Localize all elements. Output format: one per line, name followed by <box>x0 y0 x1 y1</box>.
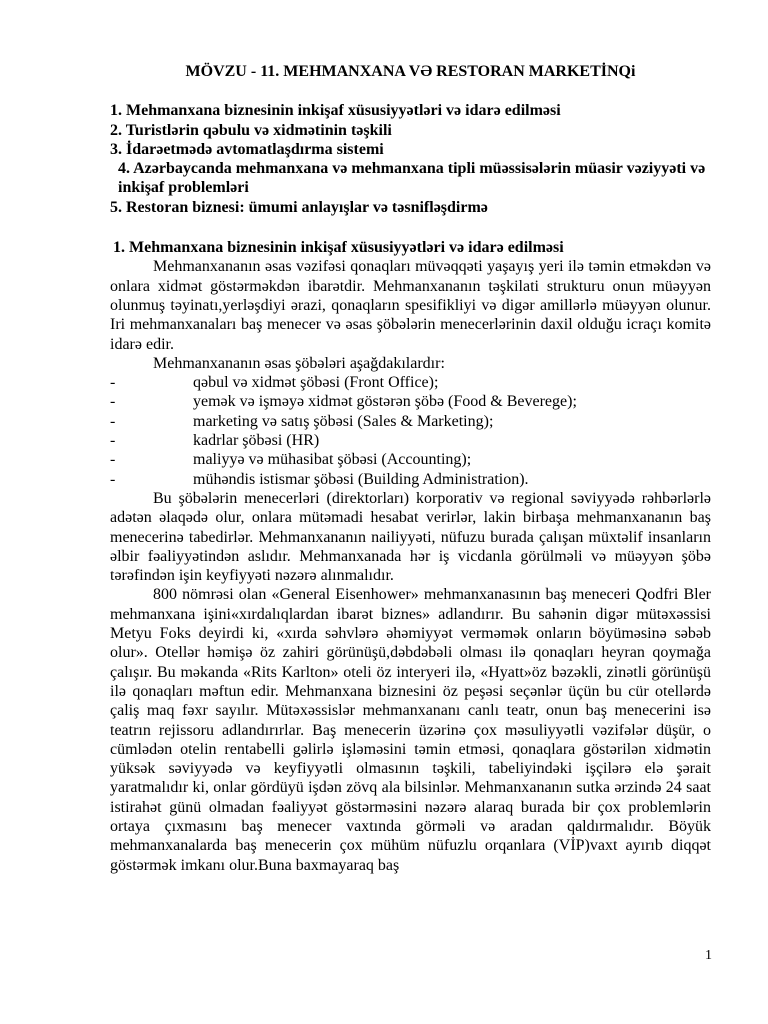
page-number: 1 <box>705 948 712 963</box>
toc-item-5: 5. Restoran biznesi: ümumi anlayışlar və təsnifləşdirmə <box>110 198 488 216</box>
document-title: MÖVZU - 11. MEHMANXANA VƏ RESTORAN MARKETİNQi <box>185 63 636 80</box>
list-dash: - <box>110 412 116 430</box>
list-dash: - <box>110 432 116 450</box>
body-paragraph: Bu şöbələrin menecerləri (direktorları) korporativ və regional səviyyədə rəhbərlərlə adətən əlaqədə olur, onlara mütəmadi hesabat verirlər, lakin birbaşa mehmanxananın baş menecerinə tabedirlər. Mehmanxananın nailiyyəti, nüfuzu burada çalışan müxtəlif insanların əlbir fəaliyyətindən aslıdır. Mehmanxanada hər iş vicdanla görülməli və müəyyən şöbə tərəfindən işin keyfiyyəti nəzərə alınmalıdır. <box>110 489 711 585</box>
list-dash: - <box>110 451 116 469</box>
list-item-text: kadrlar şöbəsi (HR) <box>193 432 320 450</box>
list-item-text: qəbul və xidmət şöbəsi (Front Office); <box>193 374 439 392</box>
document-page <box>110 62 711 875</box>
toc-item-2: 2. Turistlərin qəbulu və xidmətinin təşkili <box>110 121 392 139</box>
list-item <box>110 412 711 431</box>
toc-item-3: 3. İdarəetmədə avtomatlaşdırma sistemi <box>110 140 384 158</box>
section-heading: 1. Mehmanxana biznesinin inkişaf xüsusiyyətləri və idarə edilməsi <box>113 239 564 257</box>
body-paragraph: Mehmanxananın əsas şöbələri aşağdakılardır: <box>153 354 445 372</box>
list-item-text: marketing və satış şöbəsi (Sales & Marketing); <box>193 412 494 430</box>
body-paragraph: 800 nömrəsi olan «General Eisenhower» mehmanxanasının baş meneceri Qodfri Bler mehmanxana işini«xırdalıqlardan ibarət biznes» adlandırır. Bu sahənin digər mütəxəssisi Metyu Foks deyirdi ki, «xırda səhvlərə əhəmiyyət verməmək onların böyüməsinə səbəb olur». Otellər həmişə öz zahiri görünüşü,dəbdəbəli olması ilə qonaqları heyran qoymağa çalışır. Bu məkanda «Rits Karlton» oteli öz interyeri ilə, «Hyatt»öz bəzəkli, zinətli görünüşü ilə qonaqları məftun edir. Mehmanxana biznesini öz peşəsi seçənlər üçün bu cür otellərdə çaliş maq fəxr sayılır. Mütəxəssislər mehmanxananı canlı teatr, onun baş menecerini isə teatrın rejissoru adlandırırlar. Baş menecerin üzərinə çox məsuliyyətli vəzifələr düşür, o cümlədən otelin rentabelli gəlirlə işləməsini təmin etməsi, qonaqlara göstərilən xidmətin yüksək səviyyədə və keyfiyyətli olmasının təşkili, tabeliyindəki işçilərə elə şərait yaratmalıdır ki, onlar gördüyü işdən zövq ala bilsinlər. Mehmanxananın sutka ərzində 24 saat istirahət günü olmadan fəaliyyət göstərməsini nəzərə alaraq burada bir çox problemlərin ortaya çıxmasını baş menecer vaxtında görməli və aradan qaldırmalıdır. Böyük mehmanxanalarda baş menecerin çox mühüm nüfuzlu orqanlara (VİP)vaxt ayırıb diqqət göstərmək imkanı olur.Buna baxmayaraq baş <box>110 586 711 874</box>
toc-item-4: 4. Azərbaycanda mehmanxana və mehmanxana tipli müəssisələrin müasir vəziyyəti və inkişaf problemləri <box>118 160 706 197</box>
table-of-contents <box>110 101 711 217</box>
list-item-text: maliyyə və mühasibat şöbəsi (Accounting); <box>193 451 472 469</box>
toc-item-1: 1. Mehmanxana biznesinin inkişaf xüsusiyyətləri və idarə edilməsi <box>110 102 561 120</box>
departments-list <box>110 373 711 489</box>
list-item <box>110 392 711 411</box>
list-item <box>110 431 711 450</box>
list-item-text: yemək və işməyə xidmət göstərən şöbə (Food & Beverege); <box>193 393 577 411</box>
body-paragraph: Mehmanxananın əsas vəzifəsi qonaqları müvəqqəti yaşayış yeri ilə təmin etməkdən və onlara xidmət göstərməkdən ibarətdir. Mehmanxananın təşkilati strukturu onun müəyyən olunmuş təyinatı,yerləşdiyi ərazi, qonaqların spesifikliyi və digər amillərlə müəyyən olunur. Iri mehmanxanaları baş menecer və əsas şöbələrin menecerlərinin daxil olduğu icraçı komitə idarə edir. <box>110 258 711 353</box>
list-item <box>110 470 711 489</box>
list-item-text: mühəndis istismar şöbəsi (Building Administration). <box>193 470 529 488</box>
list-dash: - <box>110 393 116 411</box>
list-dash: - <box>110 470 116 488</box>
list-item <box>110 450 711 469</box>
list-dash: - <box>110 374 116 392</box>
list-item <box>110 373 711 392</box>
